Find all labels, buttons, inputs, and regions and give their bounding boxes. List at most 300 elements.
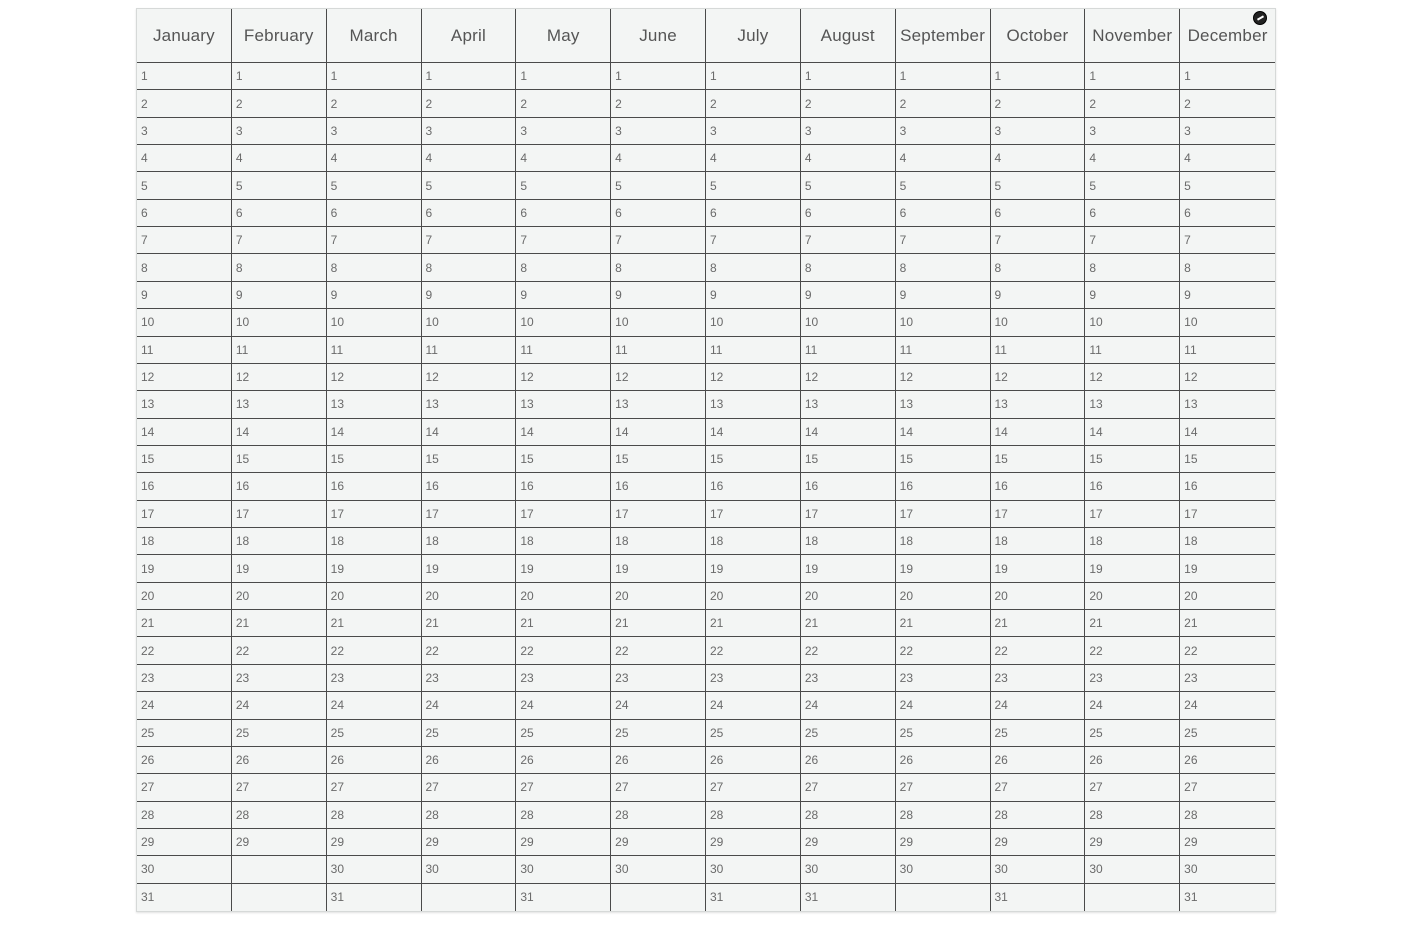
day-cell[interactable]: 5	[327, 172, 421, 199]
day-cell[interactable]: 7	[516, 227, 610, 254]
day-cell[interactable]: 5	[1085, 172, 1179, 199]
day-cell[interactable]: 4	[706, 145, 800, 172]
day-cell[interactable]: 26	[801, 747, 895, 774]
day-cell[interactable]: 3	[896, 118, 990, 145]
day-cell[interactable]: 8	[327, 254, 421, 281]
day-cell[interactable]: 29	[896, 829, 990, 856]
day-cell[interactable]: 10	[611, 309, 705, 336]
day-cell[interactable]: 24	[232, 692, 326, 719]
day-cell[interactable]: 30	[422, 856, 516, 883]
day-cell[interactable]: 8	[896, 254, 990, 281]
day-cell[interactable]: 3	[232, 118, 326, 145]
day-cell[interactable]: 8	[1180, 254, 1275, 281]
day-cell[interactable]: 23	[1085, 665, 1179, 692]
day-cell[interactable]: 24	[991, 692, 1085, 719]
day-cell[interactable]: 17	[137, 501, 231, 528]
day-cell[interactable]: 13	[327, 391, 421, 418]
day-cell[interactable]: 11	[1085, 337, 1179, 364]
day-cell[interactable]: 16	[1085, 473, 1179, 500]
day-cell[interactable]: 25	[137, 720, 231, 747]
day-cell[interactable]: 27	[422, 774, 516, 801]
day-cell[interactable]: 27	[1180, 774, 1275, 801]
day-cell[interactable]: 27	[327, 774, 421, 801]
day-cell[interactable]: 3	[516, 118, 610, 145]
day-cell[interactable]: 14	[991, 419, 1085, 446]
day-cell[interactable]: 24	[801, 692, 895, 719]
day-cell[interactable]: 12	[991, 364, 1085, 391]
day-cell[interactable]: 17	[516, 501, 610, 528]
day-cell[interactable]: 14	[706, 419, 800, 446]
day-cell[interactable]: 7	[706, 227, 800, 254]
day-cell[interactable]: 29	[1085, 829, 1179, 856]
day-cell[interactable]: 25	[896, 720, 990, 747]
day-cell[interactable]: 24	[896, 692, 990, 719]
day-cell[interactable]: 9	[422, 282, 516, 309]
day-cell[interactable]: 6	[327, 200, 421, 227]
day-cell[interactable]: 28	[706, 802, 800, 829]
day-cell[interactable]: 1	[896, 63, 990, 90]
day-cell[interactable]: 9	[137, 282, 231, 309]
day-cell[interactable]: 6	[991, 200, 1085, 227]
day-cell[interactable]: 15	[232, 446, 326, 473]
day-cell[interactable]: 27	[896, 774, 990, 801]
day-cell[interactable]: 16	[611, 473, 705, 500]
day-cell[interactable]: 21	[706, 610, 800, 637]
day-cell[interactable]: 13	[706, 391, 800, 418]
day-cell[interactable]: 23	[991, 665, 1085, 692]
day-cell[interactable]: 14	[137, 419, 231, 446]
day-cell[interactable]: 31	[330, 890, 345, 905]
day-cell[interactable]: 15	[706, 446, 800, 473]
day-cell[interactable]: 28	[327, 802, 421, 829]
day-cell[interactable]: 10	[422, 309, 516, 336]
day-cell[interactable]: 18	[706, 528, 800, 555]
day-cell[interactable]: 5	[422, 172, 516, 199]
day-cell[interactable]: 21	[327, 610, 421, 637]
day-cell[interactable]: 17	[611, 501, 705, 528]
day-cell[interactable]: 10	[137, 309, 231, 336]
day-cell[interactable]: 20	[422, 583, 516, 610]
day-cell[interactable]: 19	[516, 555, 610, 582]
day-cell[interactable]: 21	[137, 610, 231, 637]
day-cell[interactable]: 4	[801, 145, 895, 172]
day-cell[interactable]: 18	[137, 528, 231, 555]
day-cell[interactable]: 5	[1180, 172, 1275, 199]
day-cell[interactable]: 9	[706, 282, 800, 309]
day-cell[interactable]: 21	[422, 610, 516, 637]
day-cell[interactable]: 4	[516, 145, 610, 172]
day-cell[interactable]: 28	[137, 802, 231, 829]
day-cell[interactable]: 26	[1085, 747, 1179, 774]
day-cell[interactable]: 18	[801, 528, 895, 555]
day-cell[interactable]: 14	[516, 419, 610, 446]
day-cell[interactable]: 26	[896, 747, 990, 774]
day-cell[interactable]: 31	[1184, 890, 1198, 905]
day-cell[interactable]: 22	[327, 637, 421, 664]
day-cell[interactable]: 17	[422, 501, 516, 528]
day-cell[interactable]: 30	[327, 856, 421, 883]
day-cell[interactable]: 2	[611, 90, 705, 117]
day-cell[interactable]: 13	[232, 391, 326, 418]
day-cell[interactable]: 12	[611, 364, 705, 391]
day-cell[interactable]: 10	[327, 309, 421, 336]
day-cell[interactable]: 1	[706, 63, 800, 90]
day-cell[interactable]: 27	[801, 774, 895, 801]
day-cell[interactable]: 12	[896, 364, 990, 391]
day-cell[interactable]: 10	[991, 309, 1085, 336]
day-cell[interactable]: 13	[991, 391, 1085, 418]
day-cell[interactable]: 6	[137, 200, 231, 227]
day-cell[interactable]: 9	[991, 282, 1085, 309]
day-cell[interactable]: 12	[327, 364, 421, 391]
day-cell[interactable]: 12	[232, 364, 326, 391]
day-cell[interactable]	[1085, 884, 1179, 911]
day-cell[interactable]: 3	[1180, 118, 1275, 145]
day-cell[interactable]: 16	[991, 473, 1085, 500]
day-cell[interactable]: 29	[706, 829, 800, 856]
day-cell[interactable]: 26	[516, 747, 610, 774]
day-cell[interactable]: 12	[516, 364, 610, 391]
day-cell[interactable]: 11	[706, 337, 800, 364]
day-cell[interactable]	[232, 884, 326, 911]
day-cell[interactable]: 22	[516, 637, 610, 664]
day-cell[interactable]: 24	[327, 692, 421, 719]
day-cell[interactable]: 28	[1180, 802, 1275, 829]
day-cell[interactable]: 22	[137, 637, 231, 664]
day-cell[interactable]: 5	[706, 172, 800, 199]
day-cell[interactable]: 26	[232, 747, 326, 774]
day-cell[interactable]: 9	[232, 282, 326, 309]
day-cell[interactable]: 23	[327, 665, 421, 692]
day-cell[interactable]: 29	[991, 829, 1085, 856]
day-cell[interactable]	[611, 884, 705, 911]
day-cell[interactable]: 11	[327, 337, 421, 364]
day-cell[interactable]: 19	[801, 555, 895, 582]
day-cell[interactable]: 1	[232, 63, 326, 90]
day-cell[interactable]: 8	[137, 254, 231, 281]
day-cell[interactable]: 9	[1180, 282, 1275, 309]
day-cell[interactable]: 4	[1085, 145, 1179, 172]
day-cell[interactable]: 27	[137, 774, 231, 801]
day-cell[interactable]: 16	[327, 473, 421, 500]
day-cell[interactable]: 25	[232, 720, 326, 747]
day-cell[interactable]: 31	[994, 890, 1008, 905]
day-cell[interactable]: 7	[1180, 227, 1275, 254]
day-cell[interactable]: 22	[611, 637, 705, 664]
day-cell[interactable]: 10	[1180, 309, 1275, 336]
day-cell[interactable]: 5	[611, 172, 705, 199]
day-cell[interactable]: 14	[327, 419, 421, 446]
day-cell[interactable]: 30	[1085, 856, 1179, 883]
day-cell[interactable]: 5	[516, 172, 610, 199]
day-cell[interactable]: 28	[801, 802, 895, 829]
day-cell[interactable]: 14	[896, 419, 990, 446]
day-cell[interactable]: 15	[896, 446, 990, 473]
day-cell[interactable]: 4	[611, 145, 705, 172]
day-cell[interactable]: 29	[137, 829, 231, 856]
day-cell[interactable]: 6	[611, 200, 705, 227]
day-cell[interactable]: 18	[1085, 528, 1179, 555]
day-cell[interactable]: 6	[422, 200, 516, 227]
day-cell[interactable]: 28	[896, 802, 990, 829]
day-cell[interactable]: 22	[422, 637, 516, 664]
day-cell[interactable]: 22	[801, 637, 895, 664]
day-cell[interactable]: 29	[611, 829, 705, 856]
day-cell[interactable]: 14	[1180, 419, 1275, 446]
day-cell[interactable]: 6	[706, 200, 800, 227]
day-cell[interactable]: 7	[991, 227, 1085, 254]
day-cell[interactable]: 15	[137, 446, 231, 473]
day-cell[interactable]: 28	[991, 802, 1085, 829]
day-cell[interactable]: 9	[516, 282, 610, 309]
day-cell[interactable]: 1	[137, 63, 231, 90]
day-cell[interactable]: 19	[1180, 555, 1275, 582]
day-cell[interactable]: 6	[516, 200, 610, 227]
day-cell[interactable]: 20	[896, 583, 990, 610]
day-cell[interactable]: 25	[801, 720, 895, 747]
day-cell[interactable]: 25	[327, 720, 421, 747]
day-cell[interactable]: 31	[804, 890, 819, 905]
day-cell[interactable]: 9	[611, 282, 705, 309]
day-cell[interactable]: 2	[1180, 90, 1275, 117]
day-cell[interactable]: 24	[1085, 692, 1179, 719]
day-cell[interactable]: 16	[137, 473, 231, 500]
day-cell[interactable]: 16	[232, 473, 326, 500]
day-cell[interactable]: 19	[232, 555, 326, 582]
day-cell[interactable]: 26	[991, 747, 1085, 774]
day-cell[interactable]: 21	[991, 610, 1085, 637]
day-cell[interactable]: 2	[232, 90, 326, 117]
day-cell[interactable]: 28	[516, 802, 610, 829]
day-cell[interactable]: 20	[137, 583, 231, 610]
day-cell[interactable]: 28	[611, 802, 705, 829]
day-cell[interactable]: 25	[1180, 720, 1275, 747]
day-cell[interactable]: 3	[801, 118, 895, 145]
day-cell[interactable]: 18	[327, 528, 421, 555]
day-cell[interactable]: 20	[991, 583, 1085, 610]
day-cell[interactable]: 24	[422, 692, 516, 719]
day-cell[interactable]: 23	[232, 665, 326, 692]
day-cell[interactable]: 10	[516, 309, 610, 336]
day-cell[interactable]: 4	[1180, 145, 1275, 172]
day-cell[interactable]	[896, 884, 990, 911]
day-cell[interactable]: 22	[1180, 637, 1275, 664]
day-cell[interactable]: 12	[706, 364, 800, 391]
day-cell[interactable]: 2	[1085, 90, 1179, 117]
day-cell[interactable]: 24	[516, 692, 610, 719]
day-cell[interactable]: 23	[706, 665, 800, 692]
day-cell[interactable]: 14	[232, 419, 326, 446]
day-cell[interactable]: 4	[422, 145, 516, 172]
day-cell[interactable]: 7	[1085, 227, 1179, 254]
day-cell[interactable]: 3	[611, 118, 705, 145]
day-cell[interactable]: 29	[327, 829, 421, 856]
day-cell[interactable]: 20	[232, 583, 326, 610]
day-cell[interactable]: 16	[516, 473, 610, 500]
day-cell[interactable]: 10	[896, 309, 990, 336]
day-cell[interactable]: 7	[137, 227, 231, 254]
day-cell[interactable]: 1	[422, 63, 516, 90]
day-cell[interactable]: 19	[1085, 555, 1179, 582]
day-cell[interactable]: 18	[896, 528, 990, 555]
day-cell[interactable]: 30	[706, 856, 800, 883]
day-cell[interactable]: 2	[991, 90, 1085, 117]
day-cell[interactable]: 21	[232, 610, 326, 637]
day-cell[interactable]: 23	[516, 665, 610, 692]
day-cell[interactable]: 7	[327, 227, 421, 254]
day-cell[interactable]: 30	[1180, 856, 1275, 883]
day-cell[interactable]: 24	[611, 692, 705, 719]
day-cell[interactable]: 21	[801, 610, 895, 637]
day-cell[interactable]: 21	[516, 610, 610, 637]
day-cell[interactable]: 8	[611, 254, 705, 281]
day-cell[interactable]: 17	[706, 501, 800, 528]
day-cell[interactable]: 6	[232, 200, 326, 227]
day-cell[interactable]: 27	[516, 774, 610, 801]
day-cell[interactable]: 30	[991, 856, 1085, 883]
day-cell[interactable]: 1	[801, 63, 895, 90]
day-cell[interactable]: 17	[801, 501, 895, 528]
day-cell[interactable]: 6	[801, 200, 895, 227]
day-cell[interactable]: 4	[896, 145, 990, 172]
day-cell[interactable]: 28	[1085, 802, 1179, 829]
day-cell[interactable]: 19	[611, 555, 705, 582]
day-cell[interactable]: 27	[1085, 774, 1179, 801]
day-cell[interactable]: 13	[422, 391, 516, 418]
day-cell[interactable]: 10	[232, 309, 326, 336]
day-cell[interactable]: 11	[896, 337, 990, 364]
day-cell[interactable]: 30	[801, 856, 895, 883]
day-cell[interactable]: 31	[520, 890, 534, 905]
day-cell[interactable]: 3	[422, 118, 516, 145]
day-cell[interactable]: 1	[516, 63, 610, 90]
day-cell[interactable]: 26	[706, 747, 800, 774]
day-cell[interactable]: 25	[422, 720, 516, 747]
day-cell[interactable]: 21	[896, 610, 990, 637]
day-cell[interactable]: 16	[422, 473, 516, 500]
day-cell[interactable]: 10	[801, 309, 895, 336]
day-cell[interactable]: 12	[1180, 364, 1275, 391]
day-cell[interactable]: 30	[137, 856, 231, 883]
day-cell[interactable]: 12	[137, 364, 231, 391]
day-cell[interactable]: 11	[516, 337, 610, 364]
day-cell[interactable]: 14	[1085, 419, 1179, 446]
day-cell[interactable]: 18	[611, 528, 705, 555]
day-cell[interactable]: 18	[516, 528, 610, 555]
day-cell[interactable]: 19	[991, 555, 1085, 582]
day-cell[interactable]: 5	[232, 172, 326, 199]
day-cell[interactable]: 30	[896, 856, 990, 883]
day-cell[interactable]: 15	[991, 446, 1085, 473]
day-cell[interactable]: 8	[706, 254, 800, 281]
day-cell[interactable]: 26	[1180, 747, 1275, 774]
day-cell[interactable]: 7	[896, 227, 990, 254]
day-cell[interactable]: 15	[1085, 446, 1179, 473]
day-cell[interactable]: 29	[1180, 829, 1275, 856]
day-cell[interactable]: 1	[991, 63, 1085, 90]
day-cell[interactable]: 29	[232, 829, 326, 856]
day-cell[interactable]: 20	[801, 583, 895, 610]
day-cell[interactable]: 4	[327, 145, 421, 172]
day-cell[interactable]: 20	[611, 583, 705, 610]
day-cell[interactable]: 9	[1085, 282, 1179, 309]
day-cell[interactable]: 7	[232, 227, 326, 254]
day-cell[interactable]: 25	[611, 720, 705, 747]
day-cell[interactable]: 23	[137, 665, 231, 692]
day-cell[interactable]: 6	[896, 200, 990, 227]
day-cell[interactable]: 16	[896, 473, 990, 500]
day-cell[interactable]: 20	[516, 583, 610, 610]
day-cell[interactable]: 22	[896, 637, 990, 664]
day-cell[interactable]: 20	[327, 583, 421, 610]
day-cell[interactable]: 24	[1180, 692, 1275, 719]
day-cell[interactable]: 25	[991, 720, 1085, 747]
day-cell[interactable]: 26	[611, 747, 705, 774]
day-cell[interactable]: 10	[706, 309, 800, 336]
day-cell[interactable]: 18	[422, 528, 516, 555]
day-cell[interactable]: 6	[1180, 200, 1275, 227]
day-cell[interactable]: 29	[516, 829, 610, 856]
day-cell[interactable]: 25	[1085, 720, 1179, 747]
day-cell[interactable]: 5	[896, 172, 990, 199]
day-cell[interactable]: 24	[137, 692, 231, 719]
day-cell[interactable]: 2	[706, 90, 800, 117]
day-cell[interactable]	[422, 884, 516, 911]
day-cell[interactable]: 11	[422, 337, 516, 364]
day-cell[interactable]: 16	[801, 473, 895, 500]
day-cell[interactable]	[232, 856, 326, 883]
day-cell[interactable]: 5	[991, 172, 1085, 199]
day-cell[interactable]: 13	[137, 391, 231, 418]
day-cell[interactable]: 1	[327, 63, 421, 90]
day-cell[interactable]: 2	[516, 90, 610, 117]
day-cell[interactable]: 20	[1180, 583, 1275, 610]
day-cell[interactable]: 2	[422, 90, 516, 117]
day-cell[interactable]: 22	[232, 637, 326, 664]
day-cell[interactable]: 3	[706, 118, 800, 145]
day-cell[interactable]: 8	[801, 254, 895, 281]
day-cell[interactable]: 21	[1085, 610, 1179, 637]
day-cell[interactable]: 25	[516, 720, 610, 747]
day-cell[interactable]: 17	[991, 501, 1085, 528]
day-cell[interactable]: 18	[232, 528, 326, 555]
day-cell[interactable]: 15	[1180, 446, 1275, 473]
day-cell[interactable]: 23	[801, 665, 895, 692]
day-cell[interactable]: 17	[232, 501, 326, 528]
day-cell[interactable]: 14	[422, 419, 516, 446]
day-cell[interactable]: 23	[1180, 665, 1275, 692]
day-cell[interactable]: 8	[516, 254, 610, 281]
day-cell[interactable]: 8	[232, 254, 326, 281]
day-cell[interactable]: 4	[137, 145, 231, 172]
day-cell[interactable]: 7	[422, 227, 516, 254]
day-cell[interactable]: 3	[991, 118, 1085, 145]
day-cell[interactable]: 28	[422, 802, 516, 829]
day-cell[interactable]: 19	[896, 555, 990, 582]
day-cell[interactable]: 19	[137, 555, 231, 582]
day-cell[interactable]: 2	[327, 90, 421, 117]
day-cell[interactable]: 15	[422, 446, 516, 473]
day-cell[interactable]: 13	[801, 391, 895, 418]
day-cell[interactable]: 16	[706, 473, 800, 500]
day-cell[interactable]: 11	[611, 337, 705, 364]
day-cell[interactable]: 26	[327, 747, 421, 774]
day-cell[interactable]: 13	[611, 391, 705, 418]
day-cell[interactable]: 2	[896, 90, 990, 117]
day-cell[interactable]: 19	[706, 555, 800, 582]
day-cell[interactable]: 3	[327, 118, 421, 145]
day-cell[interactable]: 28	[232, 802, 326, 829]
